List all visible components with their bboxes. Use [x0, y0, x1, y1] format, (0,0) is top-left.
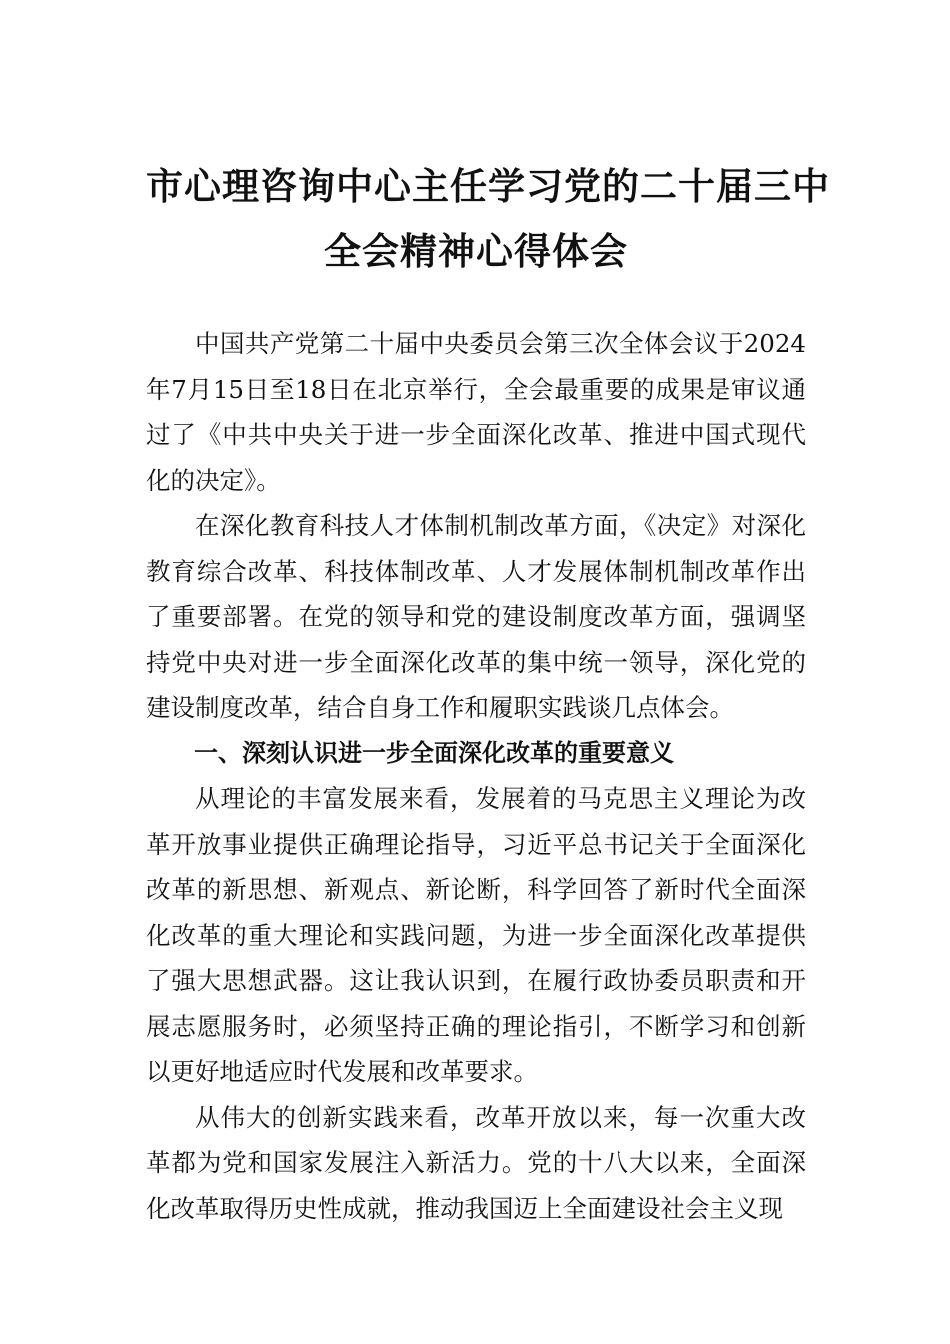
document-title-line-1: 市心理咨询中心主任学习党的二十届三中	[146, 164, 830, 208]
section-1-paragraph-2: 从伟大的创新实践来看，改革开放以来，每一次重大改革都为党和国家发展注入新活力。党的十八大以来，全面深化改革取得历史性成就，推动我国迈上全面建设社会主义现	[146, 1102, 806, 1223]
document-body	[146, 321, 806, 1231]
section-1-heading: 一、深刻认识进一步全面深化改革的重要意义	[194, 738, 674, 767]
intro-paragraph-2: 在深化教育科技人才体制机制改革方面，《决定》对深化教育综合改革、科技体制改革、人才发展体制机制改革作出了重要部署。在党的领导和党的建设制度改革方面，强调坚持党中央对进一步全面深化改革的集中统一领导，深化党的建设制度改革，结合自身工作和履职实践谈几点体会。	[146, 511, 806, 722]
intro-paragraph-1: 中国共产党第二十届中央委员会第三次全体会议于2024年7月15日至18日在北京举行，全会最重要的成果是审议通过了《中共中央关于进一步全面深化改革、推进中国式现代化的决定》。	[146, 329, 806, 495]
section-1-paragraph-1: 从理论的丰富发展来看，发展着的马克思主义理论为改革开放事业提供正确理论指导，习近平总书记关于全面深化改革的新思想、新观点、新论断，科学回答了新时代全面深化改革的重大理论和实践问题，为进一步全面深化改革提供了强大思想武器。这让我认识到，在履行政协委员职责和开展志愿服务时，必须坚持正确的理论指引，不断学习和创新以更好地适应时代发展和改革要求。	[146, 784, 806, 1086]
document-title-line-2: 全会精神心得体会	[324, 229, 628, 273]
